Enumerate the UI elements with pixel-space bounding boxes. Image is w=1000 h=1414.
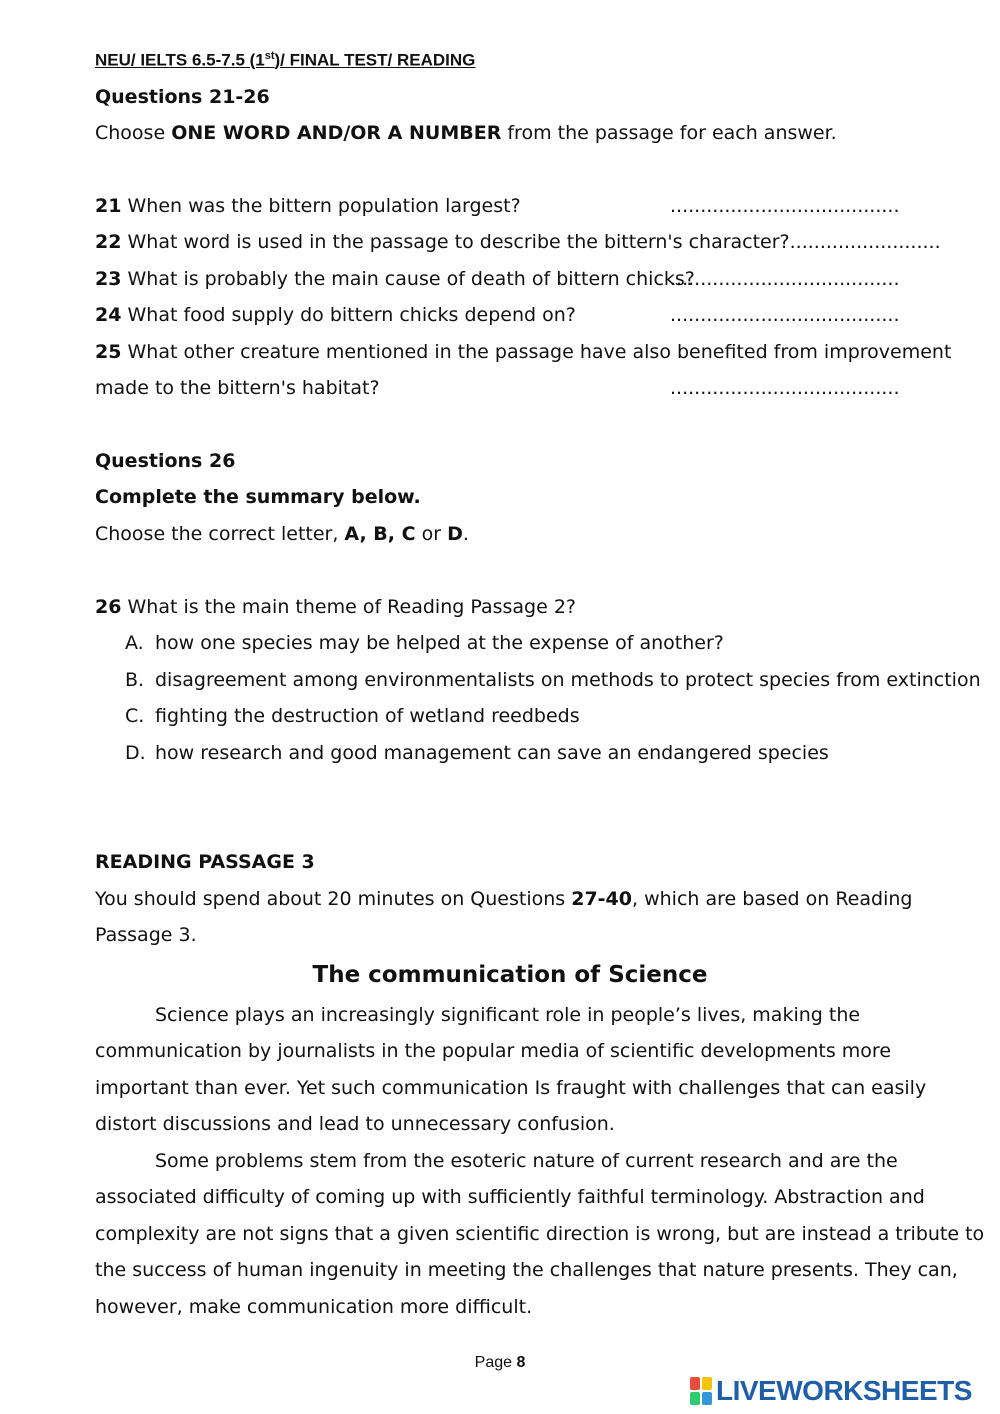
question-25-continuation: made to the bittern's habitat? [95,377,380,399]
paragraph-2-line: the success of human ingenuity in meeting the challenges that nature presents. They can, [95,1259,958,1281]
paragraph-1-line: communication by journalists in the popular media of scientific developments more [95,1040,892,1062]
paragraph-2-line: complexity are not signs that a given scientific direction is wrong, but are instead a tribute to [95,1223,985,1245]
logo-square [690,1377,700,1390]
answer-blank-25[interactable]: ...................................... [670,377,900,399]
logo-wordmark: LIVEWORKSHEETS [716,1375,972,1406]
question-21: 21 When was the bittern population largest? [95,195,521,217]
reading-passage-3-heading: READING PASSAGE 3 [95,851,315,873]
answer-blank-24[interactable]: ...................................... [670,304,900,326]
logo-square [690,1392,700,1405]
option-letter: B. [125,669,145,691]
question-25: 25 What other creature mentioned in the passage have also benefited from improvement [95,341,952,363]
liveworksheets-logo-icon [690,1377,712,1405]
question-24: 24 What food supply do bittern chicks depend on? [95,304,576,326]
liveworksheets-logo[interactable] [690,1374,972,1408]
option-letter: D. [125,742,146,764]
section2-instruction: Choose the correct letter, A, B, C or D. [95,523,469,545]
question-23: 23 What is probably the main cause of death of bittern chicks? [95,268,695,290]
page-number: 8 [516,1354,526,1371]
section2-subheading: Complete the summary below. [95,486,421,508]
option-text: how research and good management can save an endangered species [155,742,829,764]
question-26: 26 What is the main theme of Reading Passage 2? [95,596,576,618]
answer-blank-21[interactable]: ...................................... [670,195,900,217]
questions-26-heading: Questions 26 [95,450,236,472]
section1-instruction: Choose ONE WORD AND/OR A NUMBER from the passage for each answer. [95,122,837,144]
test-header: NEU/ IELTS 6.5-7.5 (1st)/ FINAL TEST/ READING [95,50,476,70]
passage-title: The communication of Science [312,962,708,988]
page-footer: Page 8 [474,1354,526,1371]
paragraph-2-line: Some problems stem from the esoteric nature of current research and are the [155,1150,898,1172]
option-letter: C. [125,705,145,727]
option-text: how one species may be helped at the expense of another? [155,632,724,654]
questions-21-26-heading: Questions 21-26 [95,86,270,108]
logo-square [702,1392,712,1405]
paragraph-2-line: associated difficulty of coming up with sufficiently faithful terminology. Abstraction and [95,1186,925,1208]
paragraph-1-line: Science plays an increasingly significant role in people’s lives, making the [155,1004,861,1026]
passage3-intro-line2: Passage 3. [95,924,197,946]
question-22: 22 What word is used in the passage to describe the bittern's character?......................... [95,231,941,253]
paragraph-1-line: distort discussions and lead to unnecessary confusion. [95,1113,615,1135]
paragraph-1-line: important than ever. Yet such communication Is fraught with challenges that can easily [95,1077,927,1099]
answer-blank-23[interactable]: ...................................... [670,268,900,290]
passage3-intro: You should spend about 20 minutes on Questions 27-40, which are based on Reading [95,888,913,910]
logo-square [702,1377,712,1390]
paragraph-2-line: however, make communication more difficult. [95,1296,533,1318]
option-text: disagreement among environmentalists on methods to protect species from extinction [155,669,981,691]
option-text: fighting the destruction of wetland reedbeds [155,705,580,727]
option-letter: A. [125,632,144,654]
